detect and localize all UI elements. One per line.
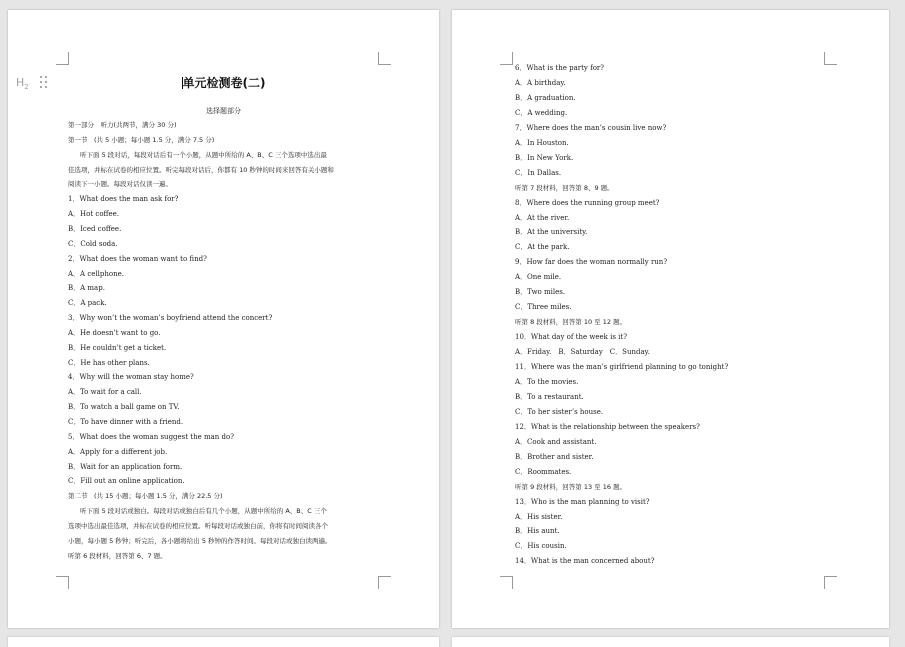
text-line: 听第 8 段材料，回答第 10 至 12 题。: [515, 318, 627, 327]
text-line: C．To her sister’s house.: [515, 407, 604, 416]
text-line: 6．What is the party for?: [515, 64, 605, 72]
text-line: 2．What does the woman want to find?: [68, 254, 207, 263]
text-line: 选项中选出最佳选项，并标在试卷的相应位置。听每段对话或独白前，你将有时间阅读各个: [68, 521, 328, 530]
text-line: 第二节 (共 15 小题；每小题 1.5 分，满分 22.5 分): [68, 492, 223, 501]
text-line: C．To have dinner with a friend.: [68, 418, 184, 426]
text-line: B．To watch a ball game on TV.: [68, 403, 180, 412]
text-line: B．Iced coffee.: [68, 224, 122, 233]
text-line: B．A graduation.: [515, 93, 576, 102]
crop-mark-bottom-left: [500, 576, 513, 589]
text-line: 8．Where does the running group meet?: [515, 198, 660, 207]
text-line: C．In Dallas.: [515, 168, 562, 177]
text-line: A．At the river.: [515, 213, 570, 222]
text-line: 10．What day of the week is it?: [515, 333, 627, 342]
text-line: B．At the university.: [515, 228, 588, 237]
text-line: C．Cold soda.: [68, 239, 118, 248]
text-line: B．To a restaurant.: [515, 392, 584, 401]
text-line: C．A wedding.: [515, 108, 568, 117]
crop-mark-top-left: [56, 52, 69, 65]
document-title[interactable]: 单元检测卷(二): [182, 76, 266, 90]
text-line: 阅读下一小题。每段对话仅读一遍。: [68, 180, 172, 189]
document-page-1[interactable]: [8, 10, 439, 628]
text-line: 第一部分 听力(共两节，满分 30 分): [68, 121, 177, 129]
crop-mark-bottom-right: [824, 576, 837, 589]
text-line: 听下面 5 段对话，每段对话后有一个小题，从题中所给的 A、B、C 三个选项中选出最: [80, 150, 327, 159]
text-line: 听第 7 段材料，回答第 8、9 题。: [515, 183, 614, 192]
text-line: 第一节 (共 5 小题；每小题 1.5 分，满分 7.5 分): [68, 135, 215, 144]
text-line: B．Two miles.: [515, 288, 566, 297]
text-line: C．At the park.: [515, 243, 570, 252]
text-line: A．One mile.: [515, 273, 562, 282]
text-line: A．A birthday.: [515, 78, 566, 87]
text-line: A．Apply for a different job.: [68, 447, 168, 456]
text-line: 佳选项，并标在试卷的相应位置。听完每段对话后，你都有 10 秒钟的时间来回答有关小题和: [68, 165, 334, 174]
text-line: B．Brother and sister.: [515, 452, 594, 461]
section-subtitle: 选择题部分: [206, 107, 241, 115]
text-line: 5．What does the woman suggest the man do?: [68, 432, 234, 441]
crop-mark-top-left: [500, 52, 513, 65]
text-line: C．He has other plans.: [68, 358, 150, 367]
text-line: A．To wait for a call.: [68, 388, 142, 397]
text-line: A．Cook and assistant.: [515, 437, 597, 446]
text-line: B．Wait for an application form.: [68, 462, 183, 471]
document-page-3-edge: [8, 637, 439, 647]
text-line: 听第 9 段材料，回答第 13 至 16 题。: [515, 482, 627, 491]
heading-level-icon[interactable]: $H_2$: [16, 76, 29, 92]
text-line: 14．What is the man concerned about?: [515, 557, 655, 566]
drag-handle-icon[interactable]: [40, 76, 48, 90]
text-line: C．Three miles.: [515, 303, 572, 312]
text-line: A．Hot coffee.: [68, 210, 120, 219]
text-line: A．In Houston.: [515, 138, 569, 147]
text-line: C．Fill out an online application.: [68, 477, 185, 486]
text-line: B．In New York.: [515, 153, 574, 162]
text-line: C．His cousin.: [515, 542, 567, 551]
text-line: B．His aunt.: [515, 527, 560, 536]
crop-mark-bottom-left: [56, 576, 69, 589]
document-page-2[interactable]: [452, 10, 889, 628]
text-line: A．He doesn’t want to go.: [68, 328, 161, 337]
text-line: C．Roommates.: [515, 467, 572, 476]
text-line: A．A cellphone.: [68, 269, 124, 278]
text-line: 11．Where was the man’s girlfriend planning to go tonight?: [515, 363, 729, 371]
text-line: A．To the movies.: [515, 377, 579, 386]
text-line: 4．Why will the woman stay home?: [68, 373, 194, 382]
text-line: C．A pack.: [68, 299, 107, 308]
text-line: 听第 6 段材料，回答第 6、7 题。: [68, 551, 167, 560]
text-line: 12．What is the relationship between the speakers?: [515, 422, 700, 431]
text-line: 7．Where does the man’s cousin live now?: [515, 123, 667, 132]
text-line: 听下面 5 段对话或独白。每段对话或独白后有几个小题，从题中所给的 A、B、C 三个: [80, 507, 327, 516]
text-line: 3．Why won’t the woman’s boyfriend attend the concert?: [68, 314, 273, 323]
crop-mark-top-right: [824, 52, 837, 65]
text-line: B．A map.: [68, 284, 105, 293]
crop-mark-top-right: [378, 52, 391, 65]
text-line: A．His sister.: [515, 512, 563, 521]
text-line: 1．What does the man ask for?: [68, 195, 179, 204]
document-page-4-edge: [452, 637, 889, 647]
text-line: B．He couldn’t get a ticket.: [68, 343, 167, 352]
crop-mark-bottom-right: [378, 576, 391, 589]
text-line: 小题，每小题 5 秒钟；听完后，各小题将给出 5 秒钟的作答时间。每段对话或独白读两遍。: [68, 536, 332, 545]
text-line: 9．How far does the woman normally run?: [515, 258, 668, 267]
text-line: A．Friday. B．Saturday C．Sunday.: [515, 348, 650, 357]
text-line: 13．Who is the man planning to visit?: [515, 497, 650, 506]
